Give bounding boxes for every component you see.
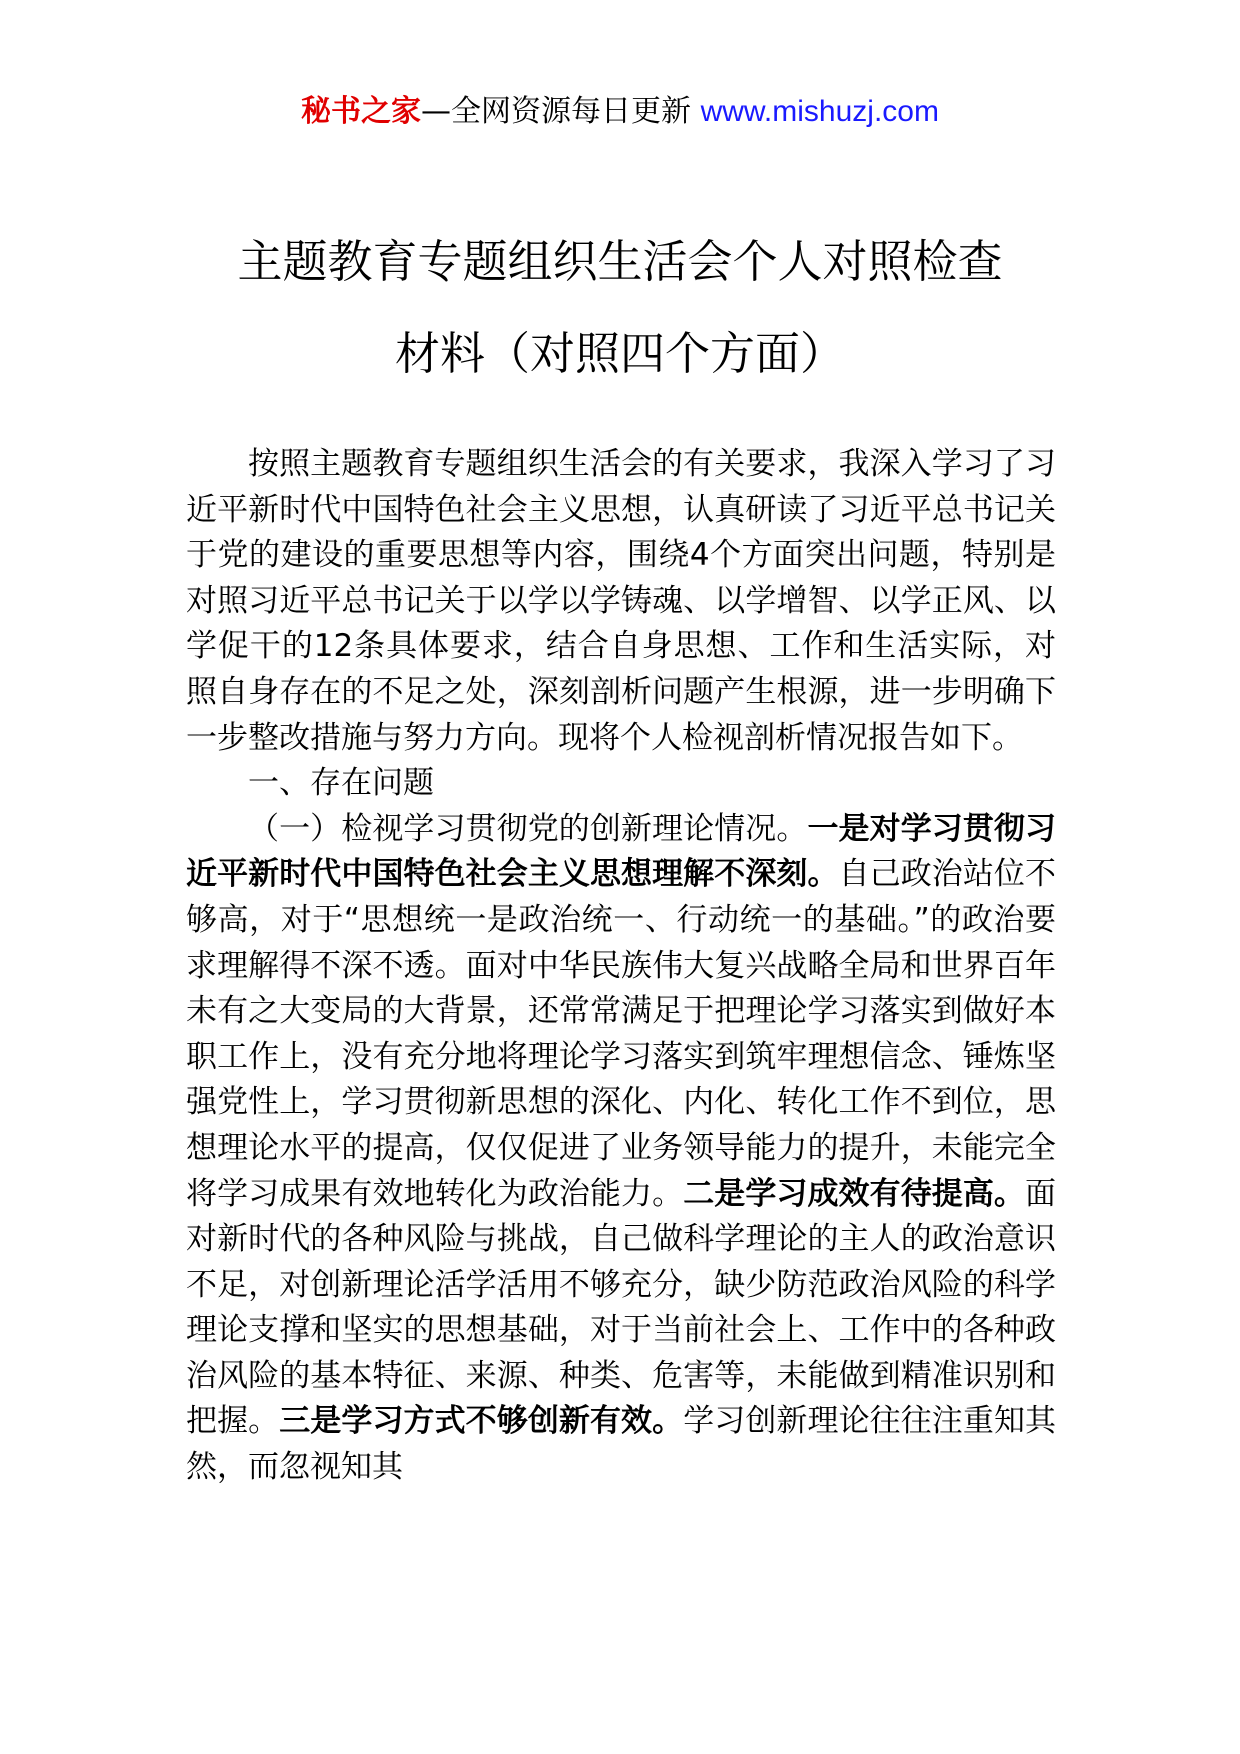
section-heading: 一、存在问题	[248, 765, 434, 802]
document-title-line-2: 材料（对照四个方面）	[394, 327, 845, 380]
point-3-heading: 三是学习方式不够创新有效。	[279, 1403, 684, 1440]
document-title-line-1: 主题教育专题组织生活会个人对照检查	[237, 235, 1003, 288]
site-header	[0, 92, 1240, 132]
point-3-text: 学习创新理论往往注重知其然，而忽视知其	[186, 1403, 1057, 1486]
point-2-heading: 二是学习成效有待提高。	[683, 1175, 1026, 1212]
point-2-text: 面对新时代的各种风险与挑战，自己做科学理论的主人的政治意识不足，对创新理论活学活用不够充分，缺少防范政治风险的科学理论支撑和坚实的思想基础，对于当前社会上、工作中的各种政治风险的基本特征、来源、种类、危害等，未能做到精准识别和把握。	[186, 1175, 1057, 1440]
site-url-link[interactable]: www.mishuzj.com	[700, 95, 939, 128]
intro-paragraph: 按照主题教育专题组织生活会的有关要求，我深入学习了习近平新时代中国特色社会主义思想，认真研读了习近平总书记关于党的建设的重要思想等内容，围绕4个方面突出问题，特别是对照习近平总书记关于以学以学铸魂、以学增智、以学正风、以学促干的12条具体要求，结合自身思想、工作和生活实际，对照自身存在的不足之处，深刻剖析问题产生根源，进一步明确下一步整改措施与努力方向。现将个人检视剖析情况报告如下。	[186, 446, 1056, 756]
point-1-text: 自己政治站位不够高，对于“思想统一是政治统一、行动统一的基础。”的政治要求理解得不深不透。面对中华民族伟大复兴战略全局和世界百年未有之大变局的大背景，还常常满足于把理论学习落实到做好本职工作上，没有充分地将理论学习落实到筑牢理想信念、锤炼坚强党性上，学习贯彻新思想的深化、内化、转化工作不到位，思想理论水平的提高，仅仅促进了业务领导能力的提升，未能完全将学习成果有效地转化为政治能力。	[186, 856, 1057, 1212]
point-1-heading: 一是对学习贯彻习近平新时代中国特色社会主义思想理解不深刻。	[186, 810, 1057, 893]
subsection-paragraph	[186, 807, 1056, 1491]
header-slogan: —全网资源每日更新	[421, 94, 701, 129]
brand-name: 秘书之家	[301, 94, 422, 129]
document-body	[186, 442, 1056, 1491]
subsection-lead: （一）检视学习贯彻党的创新理论情况。	[248, 810, 808, 847]
